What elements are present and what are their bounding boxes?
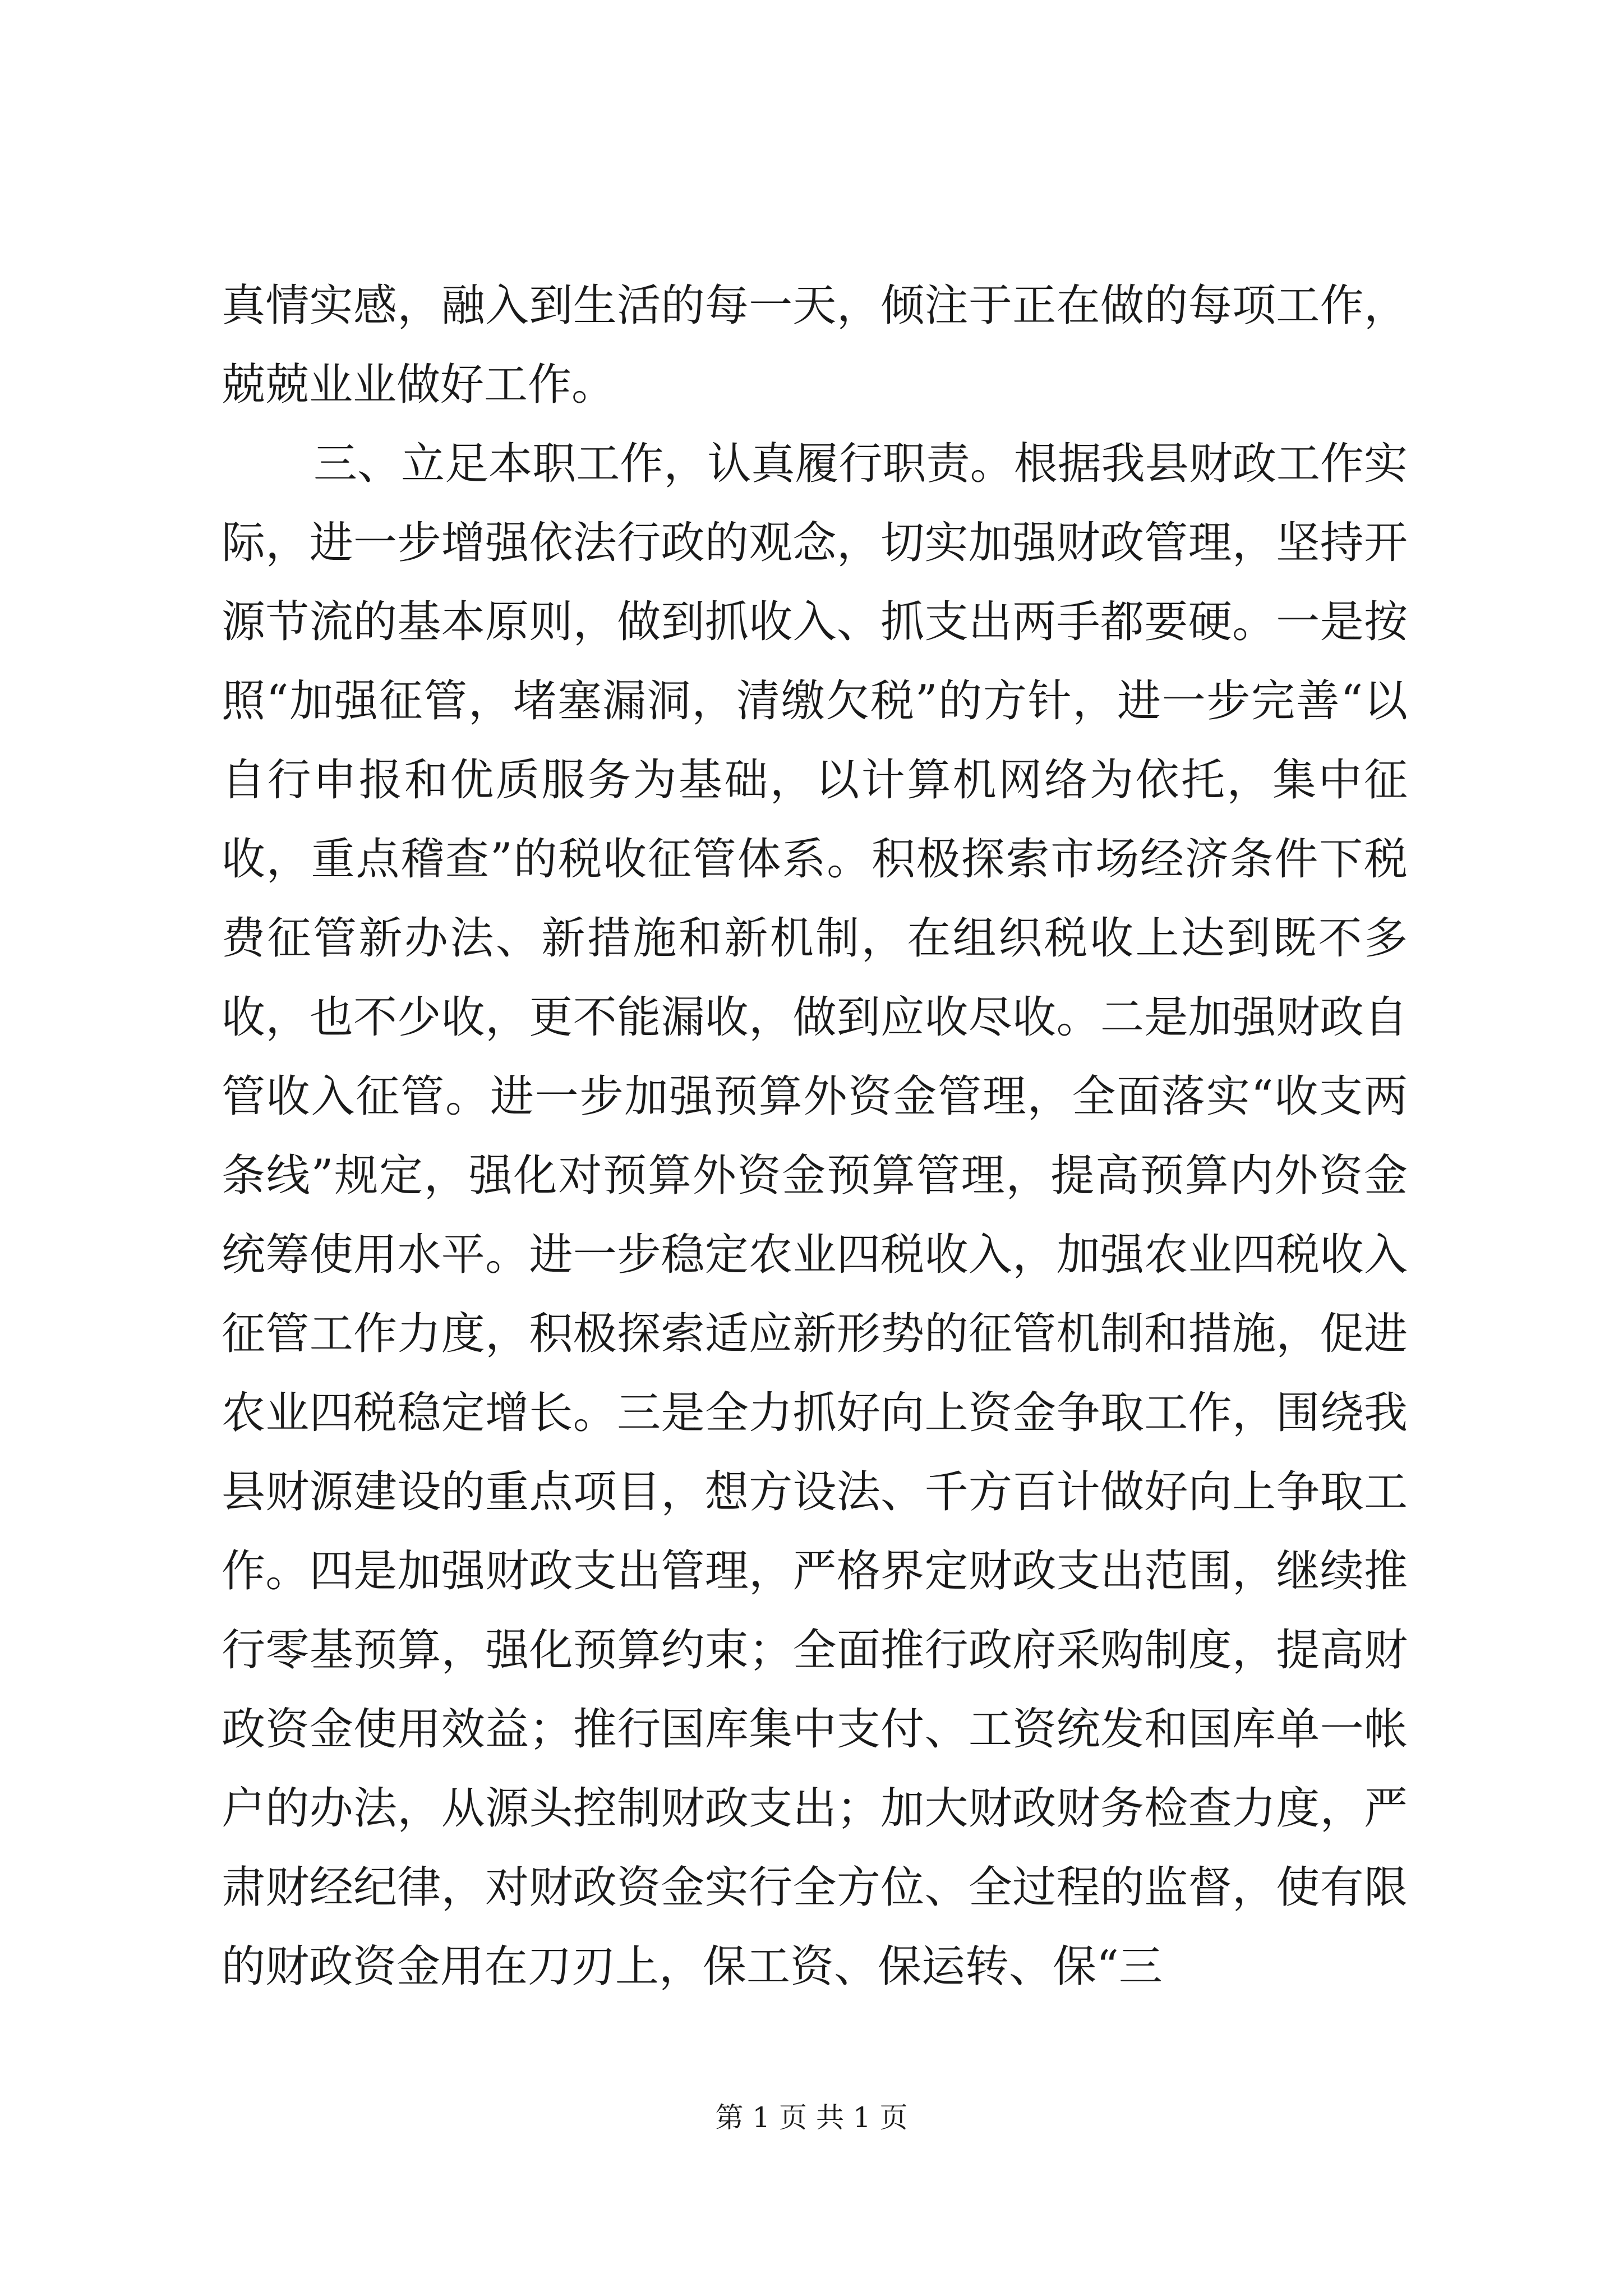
paragraph-section-three: 三、立足本职工作，认真履行职责。根据我县财政工作实际，进一步增强依法行政的观念，切实加强财政管理，坚持开源节流的基本原则，做到抓收入、抓支出两手都要硬。一是按照“加强征管，堵塞漏洞，清缴欠税”的方针，进一步完善“以自行申报和优质服务为基础，以计算机网络为依托，集中征收，重点稽查”的税收征管体系。积极探索市场经济条件下税费征管新办法、新措施和新机制，在组织税收上达到既不多收，也不少收，更不能漏收，做到应收尽收。二是加强财政自管收入征管。进一步加强预算外资金管理，全面落实“收支两条线”规定，强化对预算外资金预算管理，提高预算内外资金统筹使用水平。进一步稳定农业四税收入，加强农业四税收入征管工作力度，积极探索适应新形势的征管机制和措施，促进农业四税稳定增长。三是全力抓好向上资金争取工作，围绕我县财源建设的重点项目，想方设法、千方百计做好向上争取工作。四是加强财政支出管理，严格界定财政支出范围，继续推行零基预算，强化预算约束；全面推行政府采购制度，提高财政资金使用效益；推行国库集中支付、工资统发和国库单一帐户的办法，从源头控制财政支出；加大财政财务检查力度，严肃财经纪律，对财政资金实行全方位、全过程的监督，使有限的财政资金用在刀刃上，保工资、保运转、保“三 — [222, 439, 1408, 1992]
paragraph-continued: 真情实感，融入到生活的每一天，倾注于正在做的每项工作，兢兢业业做好工作。 — [222, 280, 1408, 410]
page-footer: 第 1 页 共 1 页 — [715, 2101, 908, 2134]
body-text — [222, 266, 1408, 2007]
